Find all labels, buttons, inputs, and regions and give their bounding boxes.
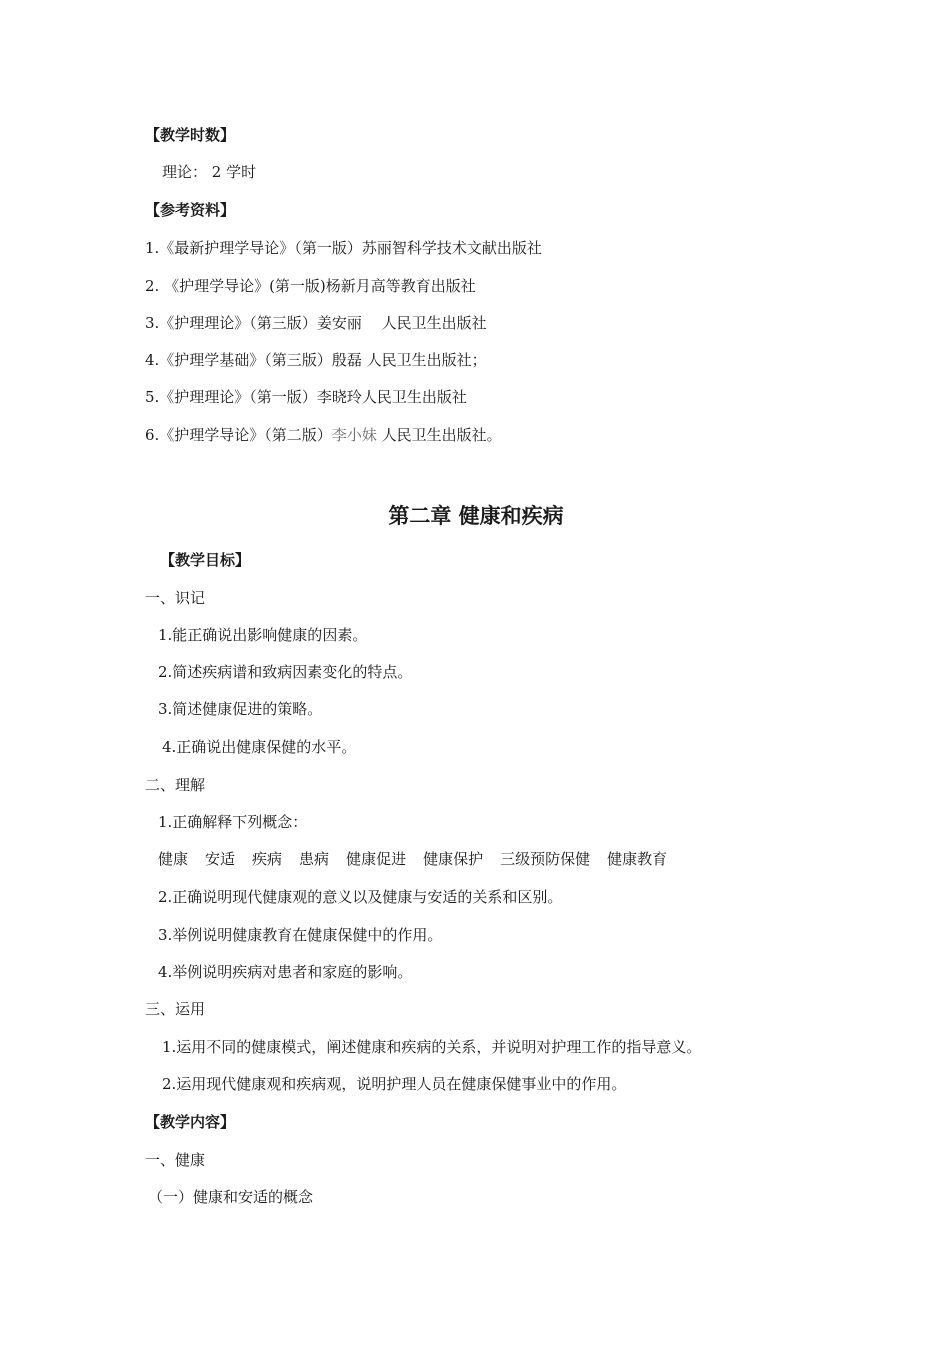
reference-item-5: 5.《护理理论》（第一版）李晓玲人民卫生出版社: [145, 388, 467, 406]
reference-item-6-prefix: 6.《护理学导论》（第二版）: [145, 426, 332, 444]
objective-part2-item-2: 2.正确说明现代健康观的意义以及健康与安适的关系和区别。: [158, 888, 563, 906]
concept-term: 健康保护: [423, 850, 484, 868]
objective-part3-item-2: 2.运用现代健康观和疾病观，说明护理人员在健康保健事业中的作用。: [162, 1075, 627, 1093]
concept-term: 疾病: [252, 850, 283, 868]
objective-part1-item-2: 2.简述疾病谱和致病因素变化的特点。: [158, 663, 413, 681]
reference-item-4: 4.《护理学基础》（第三版）殷磊 人民卫生出版社；: [145, 351, 487, 369]
content-section-1: 一、健康: [145, 1151, 206, 1169]
section-heading-teaching-hours: 【教学时数】: [145, 126, 236, 144]
objective-part1-item-1: 1.能正确说出影响健康的因素。: [158, 626, 368, 644]
reference-item-3: 3.《护理理论》（第三版）姜安丽 人民卫生出版社: [145, 314, 487, 332]
objective-part2-item-3: 3.举例说明健康教育在健康保健中的作用。: [158, 926, 443, 944]
objective-part3-item-1: 1.运用不同的健康模式，阐述健康和疾病的关系，并说明对护理工作的指导意义。: [162, 1038, 702, 1056]
concept-term: 安适: [205, 850, 236, 868]
content-subsection-1: （一）健康和安适的概念: [148, 1188, 314, 1206]
reference-item-6-suffix: 人民卫生出版社。: [376, 426, 502, 444]
objective-part1-title: 一、识记: [145, 589, 206, 607]
objective-part1-item-3: 3.简述健康促进的策略。: [158, 700, 323, 718]
objective-part1-item-4: 4.正确说出健康保健的水平。: [162, 738, 357, 756]
objective-part3-title: 三、运用: [145, 1000, 206, 1018]
concept-term: 三级预防保健: [500, 850, 591, 868]
reference-item-2: 2. 《护理学导论》(第一版)杨新月高等教育出版社: [145, 277, 476, 295]
concept-term: 患病: [299, 850, 330, 868]
section-heading-references: 【参考资料】: [145, 201, 236, 219]
objective-part2-item-4: 4.举例说明疾病对患者和家庭的影响。: [158, 963, 413, 981]
chapter-title: 第二章 健康和疾病: [388, 503, 564, 528]
theory-hours-text: 理论： 2 学时: [162, 163, 257, 181]
concept-term: 健康促进: [346, 850, 407, 868]
section-heading-content: 【教学内容】: [145, 1113, 236, 1131]
concept-term: 健康: [158, 850, 189, 868]
section-heading-objectives: 【教学目标】: [160, 551, 251, 569]
objective-part2-title: 二、理解: [145, 776, 206, 794]
objective-part2-item-1: 1.正确解释下列概念：: [158, 813, 308, 831]
reference-item-6: [145, 425, 502, 445]
concept-term: 健康教育: [607, 850, 668, 868]
concept-list: [158, 849, 667, 869]
reference-item-6-author: 李小妹: [331, 426, 377, 444]
reference-item-1: 1.《最新护理学导论》（第一版）苏丽智科学技术文献出版社: [145, 239, 542, 257]
